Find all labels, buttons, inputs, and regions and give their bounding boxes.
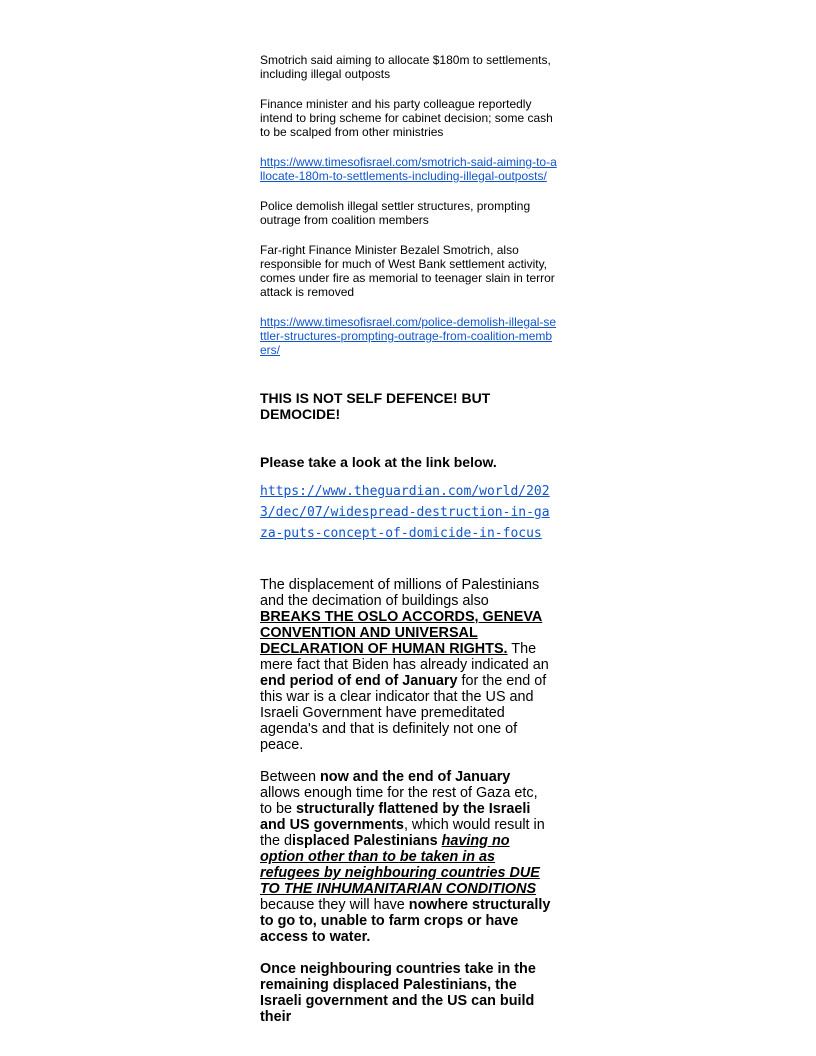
para2-emphasis-palestinians: isplaced Palestinians [292, 833, 442, 849]
para1-text-3: for the end of this war is a clear indicator that the US and Israeli Government have premeditated agenda's and that is definitely not one of peace. [260, 673, 547, 753]
article1-title: Smotrich said aiming to allocate $180m to settlements, including illegal outposts [260, 53, 551, 81]
para2-text-3: , which would result in the d [260, 817, 545, 849]
article2-link-block [260, 315, 558, 357]
paragraph-neighbouring: Once neighbouring countries take in the remaining displaced Palestinians, the Israeli government and the US can build their [260, 961, 536, 1025]
article2-link[interactable]: https://www.timesofisrael.com/police-demolish-illegal-settler-structures-prompting-outrage-from-coalition-members/ [260, 315, 557, 357]
paragraph-displacement [260, 769, 552, 945]
para1-text-2: The mere fact that Biden has already indicated an [260, 641, 549, 673]
article1-summary: Finance minister and his party colleague reportedly intend to bring scheme for cabinet decision; some cash to be scalped from other ministries [260, 97, 553, 139]
para2-emphasis-nowhere: nowhere structurally to go to, unable to farm crops or have access to water. [260, 897, 551, 945]
article1-link[interactable]: https://www.timesofisrael.com/smotrich-said-aiming-to-allocate-180m-to-settlements-including-illegal-outposts/ [260, 155, 557, 183]
para2-text-2: allows enough time for the rest of Gaza etc, to be [260, 785, 538, 817]
article1-link-block [260, 155, 558, 183]
main-heading: THIS IS NOT SELF DEFENCE! BUT DEMOCIDE! [260, 390, 491, 422]
guardian-link[interactable]: https://www.theguardian.com/world/2023/dec/07/widespread-destruction-in-gaza-puts-concept-of-domicide-in-focus [260, 484, 550, 541]
article2-summary: Far-right Finance Minister Bezalel Smotrich, also responsible for much of West Bank settlement activity, comes under fire as memorial to teenager slain in terror attack is removed [260, 243, 555, 299]
link-prompt: Please take a look at the link below. [260, 454, 497, 470]
guardian-link-block [260, 481, 556, 544]
para2-emphasis-refugees: having no option other than to be taken in as refugees by neighbouring countries DUE TO THE INHUMANITARIAN CONDITIONS [260, 833, 540, 897]
para2-emphasis-january: now and the end of January [320, 769, 511, 785]
article2-title: Police demolish illegal settler structures, prompting outrage from coalition members [260, 199, 531, 227]
para1-emphasis-january: end period of end of January [260, 673, 458, 689]
paragraph-oslo [260, 577, 552, 753]
document-body [260, 53, 558, 1025]
para2-text-1: Between [260, 769, 321, 785]
para1-text-1: The displacement of millions of Palestinians and the decimation of buildings also [260, 577, 540, 609]
para2-text-4: because they will have [260, 897, 409, 913]
para1-emphasis-accords: BREAKS THE OSLO ACCORDS, GENEVA CONVENTION AND UNIVERSAL DECLARATION OF HUMAN RIGHTS. [260, 609, 543, 657]
para2-emphasis-flattened: structurally flattened by the Israeli and US governments [260, 801, 531, 833]
